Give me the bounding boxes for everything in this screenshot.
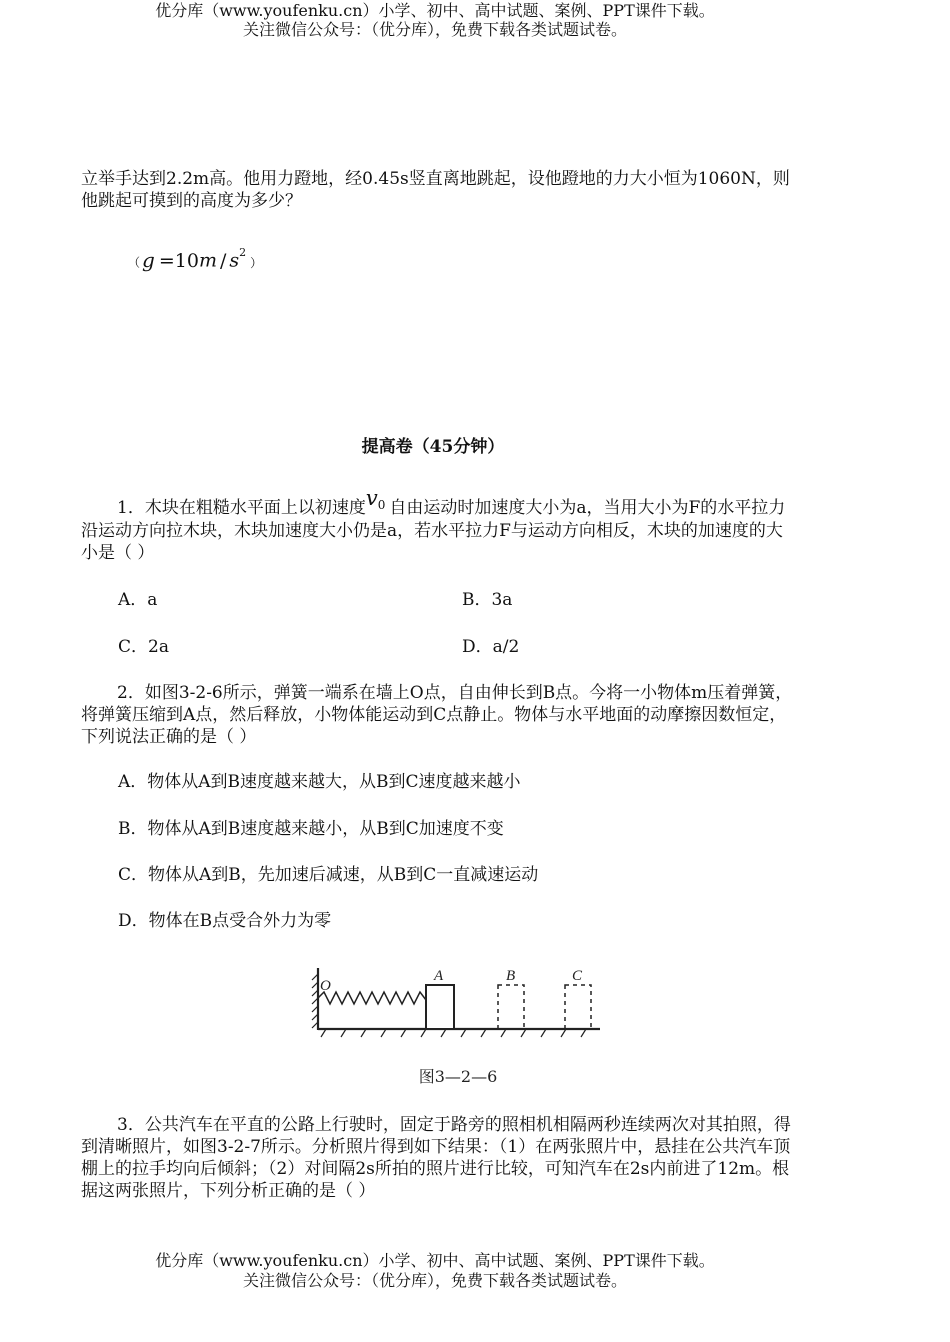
formula-close-paren: ）: [250, 255, 263, 270]
spring-figure: [308, 962, 608, 1092]
q1-pre: 1．木块在粗糙水平面上以初速度: [117, 498, 366, 518]
q1-option-a: A．a: [118, 590, 158, 610]
label-a: A: [434, 968, 444, 984]
formula-exponent: 2: [239, 246, 247, 259]
q2-option-b: B．物体从A到B速度越来越小，从B到C加速度不变: [118, 819, 504, 839]
formula-g: g: [142, 247, 155, 272]
spring: [318, 992, 426, 1004]
header-line-2: 关注微信公众号：（优分库），免费下载各类试题试卷。: [242, 20, 627, 39]
formula-slash: /: [219, 249, 227, 272]
footer-line-1: 优分库（www.youfenku.cn）小学、初中、高中试题、案例、PPT课件下载。: [155, 1251, 715, 1270]
q1-v: v: [365, 486, 378, 510]
q2-option-a: A．物体从A到B速度越来越大，从B到C速度越来越小: [118, 772, 521, 792]
block-b-dashed: [498, 985, 524, 1029]
intro-formula: [128, 246, 262, 274]
q2-option-d: D．物体在B点受合外力为零: [118, 911, 332, 931]
q1-option-d: D．a/2: [462, 637, 520, 657]
formula-m: m: [198, 249, 217, 272]
figure-caption: 图3—2—6: [418, 1067, 498, 1086]
q1-option-b: B．3a: [462, 590, 513, 610]
header-line-1: 优分库（www.youfenku.cn）小学、初中、高中试题、案例、PPT课件下载。: [155, 1, 715, 20]
formula-open-paren: （: [128, 255, 141, 270]
question-3: 3．公共汽车在平直的公路上行驶时，固定于路旁的照相机相隔两秒连续两次对其拍照，得到清晰照片，如图3-2-7所示。分析照片得到如下结果：（1）在两张照片中，悬挂在公共汽车顶棚上的拉手均向后倾斜；（2）对间隔2s所拍的照片进行比较，可知汽车在2s内前进了12m。根据这两张照片，下列分析正确的是（ ）: [81, 1115, 791, 1201]
intro-text: 立举手达到2.2m高。他用力蹬地，经0.45s竖直离地跳起，设他蹬地的力大小恒为1060N，则他跳起可摸到的高度为多少？: [81, 169, 790, 211]
section-title: 提高卷（45分钟）: [361, 437, 505, 457]
ground-hatching: [321, 1029, 586, 1037]
question-2: 2．如图3-2-6所示，弹簧一端系在墙上O点，自由伸长到B点。今将一小物体m压着弹簧，将弹簧压缩到A点，然后释放，小物体能运动到C点静止。物体与水平地面的动摩擦因数恒定，下列说法正确的是（ ）: [81, 683, 793, 747]
question-1: [81, 486, 793, 564]
formula-s: s: [229, 249, 240, 272]
q1-option-c: C．2a: [118, 637, 169, 657]
label-c: C: [572, 968, 583, 984]
formula-equals: =10: [158, 249, 199, 272]
label-o: O: [320, 978, 331, 994]
q1-v-subscript: 0: [377, 498, 386, 512]
q2-option-c: C．物体从A到B，先加速后减速，从B到C一直减速运动: [118, 865, 539, 885]
label-b: B: [506, 968, 516, 984]
q1-post: 自由运动时加速度大小为a，当用大小为F的水平拉力沿运动方向拉木块，木块加速度大小仍是a，若水平拉力F与运动方向相反，木块的加速度的大小是（ ）: [81, 498, 786, 563]
block-c-dashed: [565, 985, 591, 1029]
block-a: [426, 985, 454, 1029]
footer-line-2: 关注微信公众号：（优分库），免费下载各类试题试卷。: [242, 1271, 627, 1290]
